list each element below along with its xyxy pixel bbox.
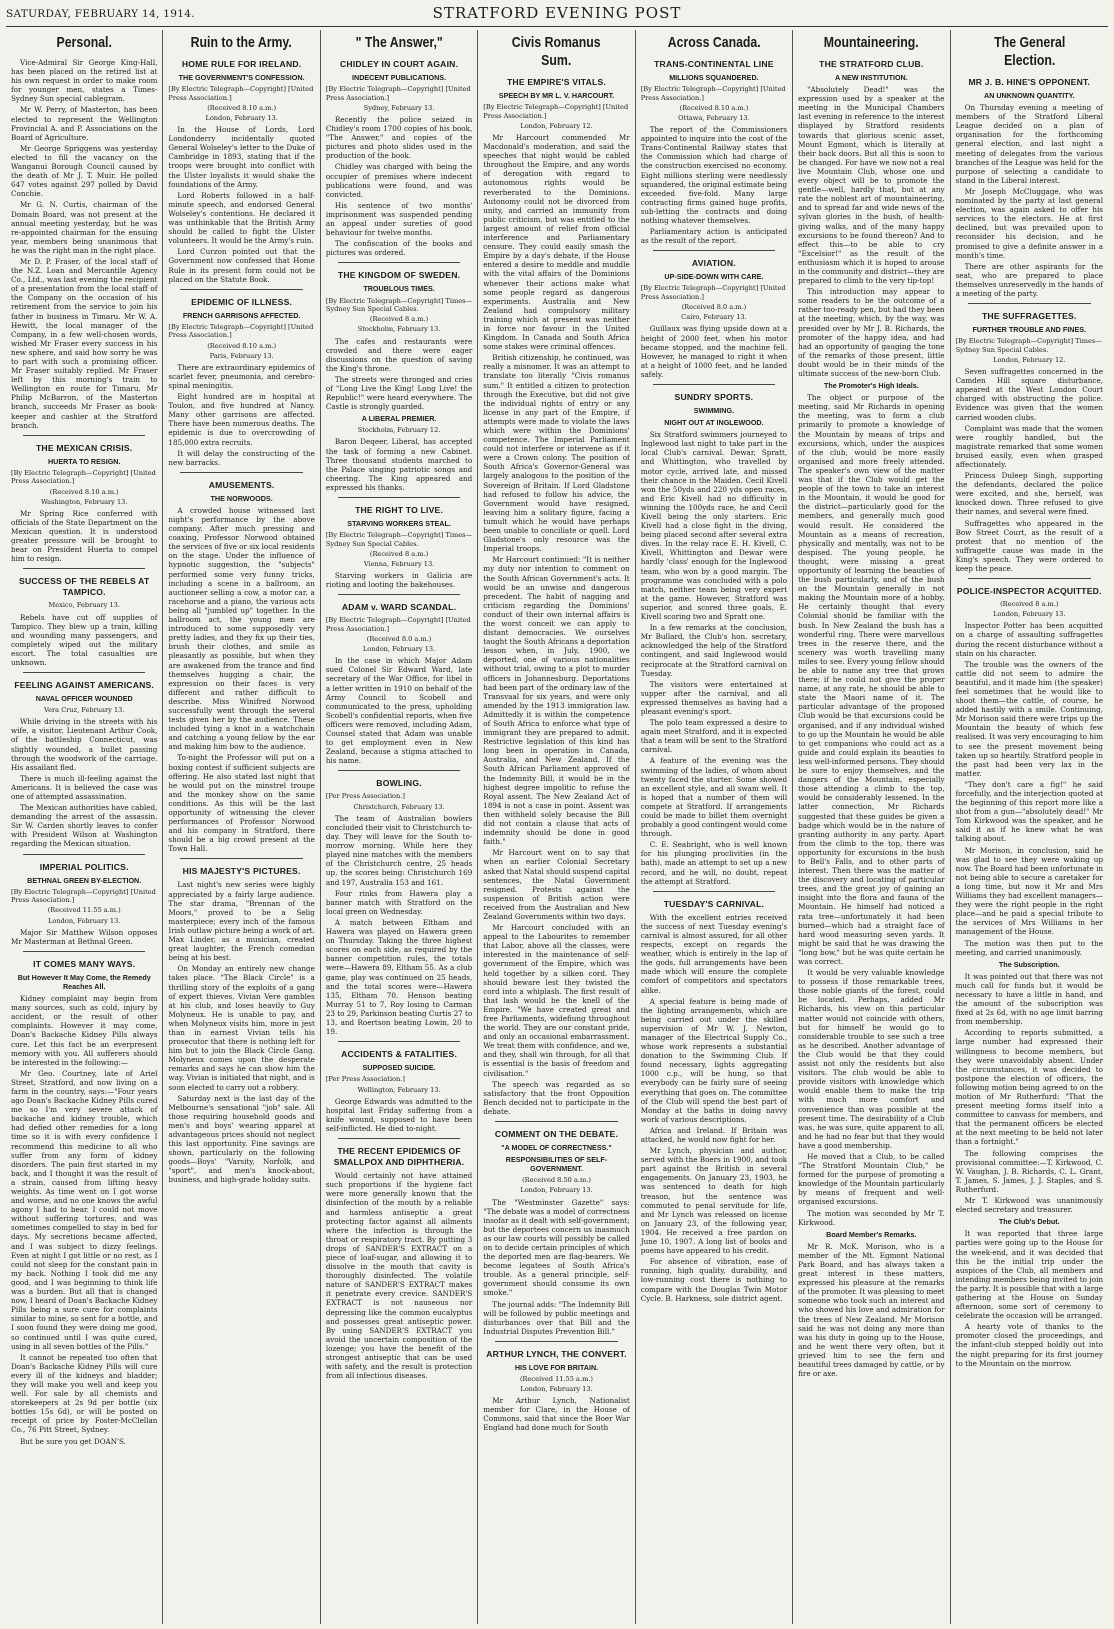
dateline: [By Electric Telegraph—Copyright] Times—Sydney Sun Special Cables. [325, 296, 473, 313]
paragraph: The journal adds: "The Indemnity Bill will be followed by public meetings and disturbances over that Bill and the Industrial Disputes Prevention Bill." [483, 1299, 630, 1336]
section-divider [180, 858, 302, 859]
paragraph: Mr Arthur Lynch, Nationalist member for Clare, in the House of Commons, said that since the Boer War England had done much for South [483, 1396, 630, 1433]
subheading: SWIMMING. [693, 405, 735, 415]
paragraph: According to reports submitted, a large number had expressed their willingness to become members, but they were unavoidably absent. Under the circumstances, it was decided to postpone the election of officers, the following motion being agreed to on the motion of Mr Rutherfurd: "That the present meeting forms itself into a committee to canvass for members, and that the permanent officers be elected at the next meeting to be held not later than a fortnight." [955, 1028, 1103, 1147]
received-time: (Received 8.10 a.m.) [49, 487, 119, 496]
section-heading: ADAM v. WARD SCANDAL. [341, 602, 457, 613]
subheading: TROUBLOUS TIMES. [363, 284, 435, 294]
subheading: INDECENT PUBLICATIONS. [352, 73, 447, 82]
paragraph: Kidney complaint may begin from many sources, such as cold, injury by accident, or the result of other complaints. However it may come, Doan's Backache Kidney Pills always cure. Let this fact be an everpresent memory with you. All sufferers should be interested in the following:— [11, 994, 158, 1067]
section-heading: POLICE-INSPECTOR ACQUITTED. [956, 586, 1102, 597]
dateline: [By Electric Telegraph—Copyright] [United Press Association.] [640, 284, 786, 301]
section-heading: BOWLING. [376, 778, 422, 789]
paragraph: Mr Harcourt went on to say that when an earlier Colonial Secretary asked that Natal should suspend capital sentences, the Natal Government resigned. Protests against the suspension of British action were received from the Australian and New Zealand Governments within two days. [483, 848, 630, 921]
received-time: (Received 8 a.m.) [369, 549, 429, 558]
section-divider [23, 568, 145, 569]
paragraph: This introduction may appear to some readers to be the outcome of a rather too-ready pen, but had they been at the meeting, which, by the way, was presided over by Mr J. B. Richards, the promoter of the happy idea, and had had an opportunity of gauging the tone of the remarks of those present, little doubt would be in their minds of the ultimate success of the new-born Club. [798, 287, 945, 378]
paragraph: Eight hundred are in hospital at Toulon, and five hundred at Nancy. Many other garrisons are affected. There have been numerous deaths. The epidemic is due to overcrowding of 185,000 extra recruits. [168, 392, 315, 447]
paragraph: Mr Morison, in conclusion, said he was glad to see they were waking up now. The Board had been unfortunate in not being able to secure a caretaker for a long time, but now it Mr and Mrs Williams they had excellent managers—they were the right people in the right place—and he paid a special tribute to the services of Mrs Williams in her management of the House. [955, 845, 1103, 937]
column-across-canada [636, 30, 793, 1624]
section-divider [338, 1041, 460, 1042]
section-heading: SUCCESS OF THE REBELS AT TAMPICO. [19, 576, 150, 598]
paragraph: The cafes and restaurants were crowded and there were eager discussions on the question of saving the King's throne. [325, 336, 473, 373]
section-divider [495, 1341, 617, 1342]
paragraph: The Mexican authorities have cabled, demanding the arrest of the assassin. Sir W. Carden shortly leaves to confer with President Wilson at Washington regarding the Mexican situation. [11, 803, 158, 849]
paragraph: The motion was then put to the meeting, and carried unanimously. [955, 938, 1103, 957]
section-heading: HOME RULE FOR IRELAND. [181, 59, 302, 69]
column-ruin-to-the-army [163, 30, 320, 1624]
paragraph: Mr D. P. Fraser, of the local staff of the N.Z. Loan and Mercantile Agency Co., Ltd., was last evening the recipient of a presentation from the local staff of the Company on the occasion of his retirement from the service to join his father in business in Timaru. Mr W. A. Hewitt, the local manager of the Company, in a few well-chosen words, wished Mr Fraser every success in his new sphere, and said how sorry he was to part with such a promising officer. Mr Fraser suitably replied. Mr Fraser left by this morning's train to Wellington en route for Timaru. Mr Philip McBarron, of the Masterton branch, succeeds Mr Fraser as book-keeper and cashier at the Stratford branch. [11, 256, 158, 430]
dateline: [By Electric Telegraph—Copyright] Times—Sydney Sun Special Cables. [325, 531, 473, 548]
place-date: Stockholm, February 13. [357, 325, 441, 334]
paragraph: Mr Geo. Courtney, late of Ariel Street, Stratford, and now living on a farm in the country, says:—"Four years ago Doan's Backache Kidney Pills cured me so I'm very severe attack of backache and kidney trouble, which had defied other remedies for a long time so it is with every confidence I recommend this medicine to all who suffer from any form of kidney disorders. The pain first started in my back, and I thought it was the result of a strain, caused from lifting heavy weights. As time went on I got worse and worse, and no one knows the awful agony I had to bear. I could not move without suffering tortures, and was sometimes compelled to stay in bed for days. My secretions became affected, and I was subject to dizzy feelings. Even at night I got little or no rest, as I could not sleep for the constant pain in my back. Nothing I took did me any good, and I was beginning to think life was a burden. But all that is changed now, I heard of Doan's Backache Kidney Pills being a sure cure for complaints similar to mine, so sent for a bottle, and I soon found they were doing me good, so continued until I was quite cured, using in all seven bottles of the Pills." [11, 1068, 158, 1351]
paragraph: There are extraordinary epidemics of scarlet fever, pneumonia, and cerebro-spinal meningitis. [168, 362, 315, 390]
section-heading: TRANS-CONTINENTAL LINE [654, 59, 774, 69]
issue-date: SATURDAY, FEBRUARY 14, 1914. [6, 8, 195, 20]
subheading: STARVING WORKERS STEAL. [347, 519, 451, 528]
column-title: The General Election. [993, 34, 1065, 69]
section-divider [968, 303, 1091, 304]
paragraph: Mr G. N. Curtis, chairman of the Domain Board, was not present at the annual meeting yesterday, but he was re-appointed chairman for the ensuing year, members being unanimous that he was the right man in the right place. [11, 200, 158, 255]
section-heading: COMMENT ON THE DEBATE. [494, 1129, 619, 1140]
section-heading: THE STRATFORD CLUB. [819, 59, 924, 69]
section-divider [653, 384, 775, 385]
newspaper-title: STRATFORD EVENING POST [432, 4, 682, 22]
dateline: [By Electric Telegraph—Copyright] Times—Sydney Sun Special Cables. [955, 337, 1102, 354]
paragraph: Six Stratford swimmers journeyed to Inglewood last night to take part in the local Club's carnival. Dewar, Spratt, and Whittington, who travelled by motor cycle, arrived late, and missed their chance in the Maiden. Cecil Kivell won the 50yds and 220 yds open races, and Eric Kivell had no difficulty in winning the 100yds race, he and Cecil Kivell being the only starters. Eric Kivell had a close fight in the diving, being placed second after several extra dives. In the relay race E. H. Kivell, C. Kivell, Whittington and Dewar were hardly 'class' enough for the Inglewood team, who won by a good margin. The programme was concluded with a polo match, neither team being very expert at the game. However, Stratford was superior, and scored three goals, E. Kivell scoring two and Spratt one. [640, 430, 788, 622]
received-time: (Received 8.10 a.m.) [207, 103, 277, 112]
section-heading: CHIDLEY IN COURT AGAIN. [339, 59, 459, 69]
section-heading: THE EMPIRE'S VITALS. [506, 77, 606, 87]
paragraph: For absence of vibration, ease of running, high quality, durability, and low-running cost there is nothing to compare with the Douglas Twin Motor Cycle. B. Harkness, sole district agent. [640, 1257, 788, 1303]
received-time: (Received 8 a.m.) [369, 315, 429, 324]
paragraph: A match between Eltham and Hawera was played on Hawera green on Thursday. Taking the three highest scores on each side, as required by the banner competition rules, the totals were—Hawera 89, Eltham 55. As a club game, play was continued on 25 heads, and the total scores were—Hawera 135, Eltham 70. Henson beating Murray 51 to 7, Roy losing to Carman 23 to 29, Parkinson beating Curtis 27 to 13, and Roertson beating Lowin, 20 to 19. [325, 917, 473, 1037]
paragraph: He moved that a Club, to be called "The Stratford Mountain Club," be formed for the purpose of promoting a knowledge of the Mountain particularly by means of frequent and well-organised excursions. [798, 1151, 945, 1207]
column-general-election [951, 30, 1108, 1624]
column-mountaineering [793, 30, 950, 1624]
subheading: Board Member's Remarks. [826, 1229, 917, 1239]
paragraph: In a few remarks at the conclusion, Mr Bullard, the Club's hon. secretary, acknowledged the help of the Stratford contingent, and said Inglewood would reciprocate at the Stratford carnival on Tuesday. [640, 623, 788, 678]
paragraph: C. E. Seabright, who is well known for his plunging proclivities (in the bath), made an attempt to set up a new record, and he will, no doubt, repeat the attempt at Stratford. [640, 840, 788, 886]
paragraph: Major Sir Matthew Wilson opposes Mr Masterman at Bethnal Green. [11, 927, 158, 946]
section-divider [23, 672, 145, 673]
received-time: (Received 8.10 a.m.) [207, 341, 277, 350]
section-heading: TUESDAY'S CARNIVAL. [663, 898, 765, 909]
paragraph: The team of Australian bowlers concluded their visit to Christchurch to-day. They will leave for the South to-morrow morning. While here they played nine matches with the members of the Christchurch centre, 25 heads up, the scores being: Christchurch 169 and 197, Australia 153 and 161. [325, 813, 473, 887]
paragraph: Four rinks from Hawera play a banner match with Stratford on the local green on Wednesday. [325, 888, 473, 916]
paragraph: The polo team expressed a desire to again meet Stratford, and it is expected that a team will be sent to the Stratford carnival. [640, 718, 788, 755]
paragraph: It was pointed out that there was not much call for funds but it would be necessary to have a little in hand, and the amount of the subscription was fixed at 2s 6d, with no age limit barring from membership. [955, 971, 1103, 1027]
dateline: [By Electric Telegraph—Copyright] [United Press Association.] [11, 887, 156, 905]
section-heading: THE RIGHT TO LIVE. [355, 505, 444, 515]
section-divider [338, 262, 460, 263]
paragraph: Mr Harcourt concluded with an appeal to the Labourites to remember that Labor, above all the classes, were interested in the maintenance of self-government of the Empire, which was held together by a silken cord. They should beware lest they twisted the cord into a whiplash. The first result of that lash would be the knell of the Empire. "We have created great and free Parliaments, widefiung throughout the world. They are our constant pride, and only an occasional embarrassment. We treat them with confidence, and we, and they, shall win through, for all that is essential is the basis of freedom and civilisation." [483, 923, 630, 1078]
paragraph: Recently the police seized in Chidley's room 1700 copies of his book, "The Answer," and copies of the pictures and photo slides used in the production of the book. [325, 115, 473, 161]
section-divider [338, 594, 460, 595]
paragraph: Mr W. Perry, of Masterton, has been elected to represent the Wellington Provincial A. and P. Associations on the Board of Agriculture. [11, 105, 158, 142]
paragraph: Suffragettes who appeared in the Bow Street Court, as the result of a protest that no mention of the suffragette cause was made in the King's speech. They were ordered to keep the peace. [955, 518, 1103, 574]
paragraph: A feature of the evening was the swimming of the ladies, of whom about twenty faced the starter. Some showed an excellent style, and all swam well. It is hoped that a number of them will compete at Stratford. If arrangements could be made to billet them overnight probably a good contingent would come through. [640, 756, 788, 839]
paragraph: Mr Joseph McCluggage, who was nominated by the party at last general election, was again asked to offer his services to the electors. He at first declined, but was prevailed upon to reconsider his decision, and he promised to give a definite answer in a month's time. [955, 186, 1103, 260]
paragraph: With the excellent entries received the success of next Tuesday evening's carnival is almost assured, for all other respects, except on regards the weather, which is entirely in the lap of the gods, full arrangements have been made which will ensure the complete comfort of competitors and spectators alike. [640, 912, 788, 995]
place-date: Sydney, February 13. [363, 103, 435, 112]
paragraph: "Absolutely Dead!" was the expression used by a speaker at the meeting in the Municipal Chambers last evening in reference to the interest displayed by Stratford residents towards that glorious scenic asset, Mount Egmont, which is literally at their back doors. But all this is soon to be changed. For have we now not a real live Mountain Club, whose one and every object will be to promote the gentle—well, hardly that, but at any rate the noblest art of mountaineering, and to spread far and wide news of the sylvan glories in the bush, of health-giving walks, and of the many happy excursions to be found thereon? And to effect this—to be able to cry "Excelsior!" as the result of the enthusiasm which it is hoped to arouse in the community and district—they are prepared to climb to the very tip-top! [798, 85, 945, 286]
place-date: Vera Cruz, February 13. [43, 706, 125, 715]
column-civis-romanus-sum [478, 30, 635, 1624]
received-time: (Received 8 a.m.) [1000, 600, 1059, 609]
paragraph: Would certainly not have attained such proportions if the hygiene fact were more generally known that the disinfection of the mouth by a reliable and harmless antiseptic a great protecting factor against all ailments where the infection is through the throat or respiratory tract. By putting 3 drops of SANDER'S EXTRACT on a piece of loaf-sugar, and allowing it to dissolve in the mouth that cavity is thoroughly disinfected. The volatile nature of SANDER'S EXTRACT makes it penetrate every crevice. SANDER'S EXTRACT is not nauseous nor depressing like the common eucalyptus and possesses great antiseptic power. By using SANDER'S EXTRACT you avoid the uncertain composition of the lozenge; you have the benefit of the strongest antiseptic that can be used with safety, and the result is protection from all infectious diseases. [325, 1171, 473, 1381]
paragraph: A hearty vote of thanks to the promoter closed the proceedings, and the infant-club stepped boldly out into the night preparing for its first journey to the Mountain on the morrow. [955, 1322, 1103, 1368]
subheading: THE GOVERNMENT'S CONFESSION. [178, 73, 305, 82]
place-date: Stockholm, February 12. [357, 426, 441, 435]
column-personal [6, 30, 163, 1624]
paragraph: It will delay the constructing of the new barracks. [168, 448, 315, 467]
received-time: (Received 8.0 a.m.) [681, 303, 747, 312]
paragraph: The speech was regarded as so satisfactory that the front Opposition Bench decided not to participate in the debate. [483, 1079, 630, 1116]
paragraph: Guillaux was flying upside down at a height of 2000 feet, when his motor became stopped, and the machine fell. However, he managed to right it when at a height of 1000 feet, and he landed safely. [640, 324, 788, 379]
subheading: But However It May Come, the Remedy Reaches All. [17, 972, 151, 991]
section-heading: SUNDRY SPORTS. [674, 391, 754, 402]
received-time: (Received 8.50 a.m.) [522, 1176, 591, 1185]
section-divider [23, 951, 145, 952]
dateline: [By Electric Telegraph—Copyright] [United Press Association.] [325, 616, 471, 633]
received-time: (Received 8.0 a.m.) [366, 635, 432, 644]
subheading: MILLIONS SQUANDERED. [669, 73, 759, 82]
paragraph: In the House of Lords, Lord Londonderry incidentally quoted General Wolseley's letter to the Duke of Cambridge in 1893, stating that if the troops were brought into conflict with the Ulster loyalists it would shake the foundations of the Army. [168, 125, 315, 189]
paragraph: It cannot be repeated too often that Doan's Backache Kidney Pills will cure every ill of the kidneys and bladder; they will make you well and keep you well. For sale by all chemists and storekeepers at 2s 9d per bottle (six bottles 15s 6d), or will be posted on receipt of price by Foster-McClellan Co., 76 Pitt Street, Sydney. [11, 1352, 158, 1435]
place-date: Christchurch, February 13. [353, 802, 445, 811]
paragraph: The confiscation of the books and pictures was ordered. [325, 239, 473, 258]
subheading: SUPPOSED SUICIDE. [362, 1063, 436, 1073]
subheading: HUERTA TO RESIGN. [47, 456, 121, 466]
section-heading: HIS MAJESTY'S PICTURES. [182, 866, 301, 877]
subheading: NIGHT OUT AT INGLEWOOD. [664, 418, 764, 428]
section-divider [23, 854, 145, 855]
paragraph: Africa and Ireland. If Britain was attacked, he would now fight for her. [640, 1125, 788, 1144]
subheading: NAVAL OFFICER WOUNDED [35, 694, 133, 704]
subheading: The Club's Debut. [998, 1217, 1060, 1227]
section-divider [23, 435, 145, 436]
paragraph: "They don't care a fig!" he said forcefully, and the interjection quoted at the beginning of this report more like a shot from a gun—"absolutely dead!" Mr Tom Kirkwood was the speaker, and he said it as if he knew what he was talking about. [955, 779, 1103, 844]
paragraph: Complaint was made that the women were roughly handled, but the magistrate remarked that some women bruised easily, even when grasped affectionately. [955, 423, 1103, 469]
column-title: " The Answer," [355, 34, 443, 51]
received-time: (Received 11.55 a.m.) [519, 1375, 593, 1383]
paragraph: The motion was seconded by Mr T. Kirkwood. [798, 1208, 945, 1227]
masthead [6, 4, 1108, 27]
paragraph: The visitors were entertained at supper after the carnival, and all expressed themselves as having had a pleasant evening's sport. [640, 679, 788, 716]
paragraph: A crowded house witnessed last night's performance by the above company. After much pressing and coaxing, Professor Norwood obtained the services of five or six local residents on the stage. Under the influence of hypnotic suggestion, the "subjects" performed some very funny tricks, including a scene in a ballroom, an auctioneer selling a cow, a motor car, a racehorse and a piano, the various acts being all "jumbled up" together. In the ballroom act, the young men are introduced to some supposedly very pretty ladies, and they fix up their ties, brush their clothes, and smile as pleasantly as possible, but when they are awakened from the trance and find themselves hugging a chair, the expression on their faces is very different and rather difficult to describe. Miss Winifred Norwood successfully went through the several tests given her by the audience. These included tying a knot in a watchchain and catching a young fellow by the ear and making him bow to the audience. [168, 505, 315, 752]
paragraph: Vice-Admiral Sir George King-Hall, has been placed on the retired list at his own request in order to make room for younger men, states a Times-Sydney Sun special cablegram. [11, 58, 158, 104]
paragraph: It was reported that three large parties were going up to the House for the week-end, and it was decided that this be the initial trip under the auspices of the Club, all members and intending members being invited to join the party. It is possible that with a large gathering at the House on Sunday afternoon, some sort of ceremony to celebrate the occasion will be arranged. [955, 1229, 1103, 1321]
place-date: London, February 13. [362, 645, 436, 654]
paragraph: The streets were thronged and cries of "Long Live the King! Long Live! the Republic!" were heard everywhere. The Castle is strongly guarded. [325, 374, 473, 412]
section-heading: AVIATION. [691, 258, 736, 269]
subheading: HIS LOVE FOR BRITAIN. [514, 1362, 599, 1372]
place-date: Paris, February 13. [209, 351, 274, 360]
place-date: London, February 13. [520, 1186, 593, 1195]
subheading: The Promoter's High Ideals. [823, 381, 919, 391]
paragraph: In the case in which Major Adam sued Colonel Sir Edward Ward, late secretary of the War Office, for libel in a letter written in 1910 on behalf of the Army Council to Scobell and communicated to the press, upholding Scobell's confidential reports, when five officers were removed, including Adam, Counsel stated that Adam was unable to get employment even in New Zealand, because a stigma attached to his name. [325, 656, 473, 766]
dateline: [By Electric Telegraph—Copyright] [United Press Association.] [168, 322, 314, 340]
paragraph: Lord Roberts followed in a half-minute speech, and endorsed General Wolseley's contentions. He declared it was unthinkable that the British Army should be called to fight the Ulster volunteers. It would be the Army's ruin. [168, 190, 315, 246]
place-date: London, February 12. [993, 355, 1066, 364]
subheading: THE NORWOODS. [210, 493, 273, 503]
paragraph: The object or purpose of the meeting, said Mr Richards in opening the meeting, was to form a club primarily to promote a knowledge of the Mountain by means of trips and excursions, which, under the auspices of the club, would be more easily organised and more freely attended. The speaker's own view of the matter was that if the Club would get the people of the town to take an interest in the Mountain, it would be good for the district—particularly good for the members, and generally much good would result. He considered the Mountain as a means of recreation, physically and mentally, was not to be despised. The young people, he thought, were missing a great opportunity of learning the beauties of the bush particularly, and of the bush on the Mountain generally in not making the Mountain more of a hobby. He certainly thought that every Colonial should be familiar with the bush. In New Zealand the bush has a wonderful ring. There were marvellous trees in the reserve there, and the scenery was worth travelling many miles to see. Every young fellow should be able to name any tree that grows there; if he could not give the proper name, at any rate, he should be able to state the Maori name of it. The particular advantage of the proposed Club would be that excursions could be organised, and if any individual wished to go up the Mountain he would be able to get companions who could act as a guide and could explain its beauties to less well-informed persons. They should be sure to enjoy themselves, and the dangers of the Mountain, especially those attending a climb to the top, would be considerably lessened. In the latter connection, Mr Richards suggested that these guides be given a badge which would be in the nature of granting authority in any party. Apart from the climb to the top, there was opportunity for excursions in the bush to Bell's Falls, and to other parts of interest. Then there was the matter of the discovery and locating of particular trees, and the great joy of gaining an insight into the flora and fauna of the Mountain. He himself had noticed a rata tree—unfortunately it had been burned—which had a straight face of hard wood measuring seven yards. It might be said that he was drawing the "long bow," but he was quite certain he was correct. [798, 393, 945, 966]
place-date: London, February 13. [520, 1385, 593, 1394]
section-heading: MR J. B. HINE'S OPPONENT. [968, 77, 1091, 87]
column-title: Mountaineering. [823, 34, 919, 51]
column-title: Civis Romanus Sum. [512, 34, 601, 69]
place-date: London, February 13. [48, 916, 121, 925]
section-divider [338, 497, 460, 498]
dateline: [By Electric Telegraph—Copyright] [United Press Association.] [11, 468, 156, 486]
received-time: (Received 11.55 a.m.) [47, 906, 121, 915]
dateline: [By Electric Telegraph—Copyright] [United Press Association.] [640, 85, 786, 102]
place-date: London, February 13. [205, 114, 278, 122]
place-date: London, February 12. [520, 121, 593, 130]
section-heading: ACCIDENTS & FATALITIES. [341, 1049, 458, 1060]
subheading: RESPONSIBILITIES OF SELF-GOVERNMENT. [505, 1155, 608, 1174]
paragraph: To-night the Professor will put on a boxing contest if sufficient subjects are offering. He also stated last night that he would put on the minstrel troupe and the monkey show on the same conditions. As this will be the last opportunity of witnessing the clever performances of Professor Norwood and his company in Stratford, there should be a big crowd present at the Town Hall. [168, 753, 315, 854]
column-title: Personal. [56, 34, 112, 51]
paragraph: The trouble was the owners of the cattle did not seem to admire the beautiful, and it made him (the speaker) feel sometimes that he would like to shoot them—the cattle, of course, he added hastily with a smile. Continuing, Mr Morison said there were trips up the Mountain the beauty of which few realised. It was very encouraging to him to see the present movement being taken up so heartily. Stratford people in the past had been very lax in the matter. [955, 659, 1104, 778]
paragraph: British citizenship, he continued, was really a misnomer. It was an attempt to translate too literally "Civis romanus sum." It entitled a citizen to protection through the Executive, but did not give the individual rights of entry or any license in any part of the Empire, if attempts were made to violate the laws which were within the Dominions' competence. The Imperial Parliament could not interfere or intervene as if it were a Crown colony. The position of South Africa's Governor-General was largely analogous to the position of the Sovereign of Britain. If Lord Gladstone had refused to follow his advice, the Government would have resigned, leaving him a solitary figure, facing a tumult which he would have perhaps been unable to conciliate or quell. Lord Gladstone's only resource was the Imperial troops. [483, 353, 630, 554]
paragraph: The following comprises the provisional committee:—T. Kirkwood, C. W. Vaughan, J. B. Richards, C. L. Grant, T. James, S. James, J. J. Staples, and S. Rutherfurd. [955, 1148, 1103, 1194]
subheading: UP-SIDE-DOWN WITH CARE. [664, 272, 764, 282]
paragraph: Mr Lynch, physician and author, served with the Boers in 1900, and took part against the British in several engagements. On January 23, 1903, he was sentenced to death for high treason, but the sentence was commuted to penal servitude for life, and Mr Lynch was released on license on January 23, of the following year, 1904. He received a free pardon on June 10, 1907. A long list of books and poems have appeared to his credit. [640, 1146, 788, 1256]
section-divider [653, 891, 775, 892]
paragraph: But be sure you get DOAN'S. [20, 1436, 126, 1446]
section-heading: FEELING AGAINST AMERICANS. [14, 680, 155, 691]
paragraph: On Thursday evening a meeting of members of the Stratford Liberal League decided on a plan of organisation for the forthcoming general election, and last night a meeting of delegates from the various branches of the League was held for the purpose of selecting a candidate to stand in the Liberal interest. [955, 103, 1103, 185]
subheading: "A MODEL OF CORRECTNESS." [501, 1143, 612, 1153]
paragraph: Chidley was charged with being the occupier of premises where indecent publications were found, and was convicted. [325, 162, 473, 199]
paragraph: Last night's new series were highly appreciated by a fairly large audience. The star drama, "Brennan of the Moors," proved to be a Selig masterpiece; every inch of the famous Irish outlaw picture being a work of art. Max Linder, as a musician, created great laughter, the French comedian being at his best. [168, 880, 315, 963]
paragraph: His sentence of two months' imprisonment was suspended pending an appeal under sureties of good behaviour for twelve months. [325, 200, 473, 238]
place-date: Ottawa, February 13. [678, 114, 750, 122]
paragraph: Mr T. Kirkwood was unanimously elected secretary and treasurer. [955, 1196, 1103, 1215]
paragraph: It would be very valuable knowledge to possess if those remarkable trees, those noble giants of the forest, could be located. Perhaps, added Mr Richards, his view on this particular matter would not coincide with others, but for himself he would go to considerable trouble to see such a tree as he described. Another advantage of the Club would be that they could assist not only the residents but also visitors. The club would be able to provide visitors with knowledge which would enable them to make the trip with much more comfort and convenience than was possible at the present time. The desirability of a Club was, he was sure, quite apparent to all, and he had no fear but that they would have a good membership. [798, 968, 945, 1150]
paragraph: Lord Curzon pointed out that the Government now confessed that Home Rule in its present form could not be placed on the Statute Book. [168, 247, 315, 284]
paragraph: The "Westminster Gazette" says: "The debate was a model of correctness insofar as it dealt with self-government; but the deportees concern us inasmuch as our law courts will possibly be called on to decide certain principles of which the deported men are flag-bearers. We become legatees of South Africa's trouble. As a general principle, self-government should consume its own smoke." [483, 1197, 630, 1298]
section-divider [653, 250, 775, 251]
subheading: AN UNKNOWN QUANTITY. [983, 91, 1075, 100]
place-date: Cairo, February 13. [681, 313, 747, 322]
dateline: [Per Press Association.] [325, 1075, 405, 1084]
column-title: Ruin to the Army. [191, 34, 293, 51]
section-divider [180, 472, 302, 473]
section-divider [338, 1138, 460, 1139]
paragraph: Saturday next is the last day of the Melbourne's sensational "job" sale. All those requiring household goods and men's and boys' wearing apparel at advantageous prices should not neglect this last opportunity. Fine savings are shown, particularly on the following goods—Boys' "Varsity, Norfolk, and "sport", and men's knock-about, business, and high-grade holiday suits. [168, 1093, 315, 1185]
subheading: FURTHER TROUBLE AND FINES. [972, 325, 1087, 335]
section-heading: THE RECENT EPIDEMICS OF SMALLPOX AND DIPHTHERIA. [333, 1146, 465, 1168]
column-title: Across Canada. [667, 34, 761, 51]
paragraph: Baron Deqeer, Liberal, has accepted the task of forming a new Cabinet. Three thousand students marched to the Palace singing patriotic songs and cheering. The King appeared and expressed his thanks. [325, 437, 473, 492]
section-divider [495, 1121, 617, 1122]
paragraph: There are other aspirants for the seat, who are prepared to place themselves unreservedly in the hands of a meeting of the party. [955, 261, 1103, 298]
dateline: [Per Press Association.] [325, 792, 405, 801]
place-date: Wellington, February 13. [357, 1085, 441, 1094]
received-time: (Received 8.10 a.m.) [679, 103, 749, 112]
paragraph: Mr George Spriggens was yesterday elected to fill the vacancy on the Wanganui Borough Council caused by the death of Mr J. T. Muir. He polled 647 votes against 297 polled by David Conchie. [11, 143, 158, 199]
section-heading: THE KINGDOM OF SWEDEN. [337, 270, 461, 281]
subheading: FRENCH GARRISONS AFFECTED. [182, 310, 301, 320]
dateline: [By Electric Telegraph—Copyright] [United Press Association.] [483, 103, 629, 120]
section-heading: ARTHUR LYNCH, THE CONVERT. [486, 1348, 627, 1359]
section-heading: IMPERIAL POLITICS. [39, 861, 129, 872]
section-heading: THE MEXICAN CRISIS. [35, 442, 133, 453]
column-the-answer [321, 30, 478, 1624]
paragraph: Starving workers in Galicia are rioting and looting the bakehouses. [325, 571, 473, 590]
subheading: BETHNAL GREEN BY-ELECTION. [27, 875, 142, 885]
paragraph: Mr Spring Rice conferred with officials of the State Department on the Mexican question. It is understood greater pressure will be brought to bear on President Huerta to compel him to resign. [11, 508, 158, 564]
paragraph: Mr Harcourt commended Mr Macdonald's moderation, and said the speeches that night would be cabled throughout the Empire, and any words of derogation with regard to autonomous rights would be reverberated to the Dominions. Autonomy could not be divorced from unity, and carried an immunity from public criticism, but was entitled to the largest amount of relief from official interference and Parliamentary censure. They could easily smash the Empire by a day's debate, if the House entered a desire to meddle and muddle with the vital affairs of the Dominions whenever their actions make what some people regard as dangerous experiments. Australia and New Zealand had compulsory military training which at present was neither in force nor favour in the United Kingdom. In Canada and South Africa some stakes were criminal offences. [483, 133, 630, 352]
article-columns [6, 30, 1108, 1624]
place-date: Mexico, February 13. [48, 601, 120, 610]
dateline: [By Electric Telegraph—Copyright] [United Press Association.] [168, 85, 314, 102]
paragraph: Seven suffragettes concerned in the Camden Hill square disturbance, appeared at the West London Court charged with obstructing the police. Evidence was given that the women carried wooden clubs. [955, 367, 1103, 422]
paragraph: There is much ill-feeling against the Americans. It is believed the case was one of attempted assassination. [11, 773, 158, 801]
place-date: London, February 13. [993, 610, 1066, 619]
dateline: [By Electric Telegraph—Copyright] [United Press Association.] [325, 85, 471, 102]
subheading: SPEECH BY MR L. V. HARCOURT. [498, 91, 615, 100]
paragraph: While driving in the streets with his wife, a visitor, Lieutenant Arthur Cook, of the battleship Connecticut, was slightly wounded, a bullet passing through the woodwork of the carriage. His assailant fled. [11, 717, 158, 772]
paragraph: The report of the Commissioners appointed to inquire into the cost of the Trans-Continental Railway states that the Commission which had charge of the construction exercised no economy. Eight millions sterling were needlessly squandered, the original estimate being exceeded five-fold. Many large contracting firms gained huge profits, sub-letting the contracts and doing nothing whatever themselves. [640, 125, 788, 226]
section-divider [180, 289, 302, 290]
section-divider [338, 770, 460, 771]
paragraph: Princess Duleep Singh, supporting the defendants, declared the police were excited, and she, herself, was knocked down. Three refused to give their names, and several were fined. [955, 471, 1103, 517]
place-date: Washington, February 13. [40, 497, 128, 506]
section-heading: EPIDEMIC OF ILLNESS. [191, 296, 293, 307]
paragraph: Parliamentary action is anticipated as the result of the report. [640, 227, 788, 246]
paragraph: Mr Harcourt continued: "It is neither my duty nor intention to comment on the South African Government's acts. It would be an unwise and dangerous precedent. The habit of nagging and criticism regarding the Dominions' conduct of their own internal affairs is the worst conceit we can apply to distant democracies. We ourselves taught the South Africans a deportation lesson when, in July, 1900, we deported, one of various nationalities without trial, owing to a plot to murder officers in Johannesburg. Deportations had been part of the ordinary law of the Transvaal for six years, and were only amended by the 1913 immigration law. Admittedly it is within the competence of South Africa to enforce what type of immigrant they are prepared to admit. Restrictive legislation of this kind has long been in operation in Canada, Australia, and New Zealand. If the South African Parliament approved of the Indemnity Bill, it would be in the highest degree impolitic to refuse the Royal assent. The New Zealand Act of 1894 is not a case in point. Assent was then withheld solely because the Bill did not contain a clause that acts of indemnity should be done in good faith." [483, 555, 630, 847]
paragraph: On Monday an entirely new change takes place. "The Black Circle" is a thrilling story of the exploits of a gang of expert thieves. Vivian Vere gambles at his club, and loses heavily to Guy Molyneux. He is unable to pay, and when Molyneux visits him, more in jest than in earnest Vivian tells his prosecutor that there is nothing left for him but to join the Black Circle Gang. Molyneux comes upon the desperate remarks and says he can show him the way. Vivian is initiated that night, and is soon elected to carry out a robbery. [168, 964, 315, 1092]
section-heading: THE SUFFRAGETTES. [981, 311, 1077, 322]
paragraph: Rebels have cut off supplies of Tampico. They blew up a train, killing and wounding many passengers, and completely wiped out the military escort. The total casualties are unknown. [11, 612, 158, 667]
place-date: Vienna, February 13. [363, 560, 435, 568]
subheading: The Subscription. [998, 959, 1060, 969]
section-divider [968, 578, 1091, 579]
paragraph: Inspector Potter has been acquitted on a charge of assaulting suffragettes during the recent disturbance without a stain on his character. [955, 621, 1103, 658]
subheading: A NEW INSTITUTION. [834, 73, 908, 82]
paragraph: A special feature is being made of the lighting arrangements, which are being carried out under the skilled supervision of Mr W. J. Newton, manager of the Electrical Supply Co., whose work represents a substantial donation to the Swimming Club. If found necessary, lights aggregating 1000 c.p., will be hung, so that everybody can be fairly sure of seeing everything that goes on. The committee of the Club will spend the best part of Monday at the baths in doing navvy work of various descriptions. [640, 996, 788, 1124]
subheading: A LIBERAL PREMIER. [361, 414, 437, 424]
section-heading: AMUSEMENTS. [208, 479, 275, 490]
paragraph: George Edwards was admitted to the hospital last Friday suffering from a knife wound, supposed to have been self-inflicted. He died to-night. [325, 1096, 473, 1134]
paragraph: Mr R. McK. Morison, who is a member of the Mt. Egmont National Park Board, and has always taken a great interest in these matters, expressed his pleasure at the remarks of the promoter. It was pleasing to meet someone who took such an interest and who showed his love and admiration for the trees of New Zealand. Mr Morison said he was not doing any more than was his duty in going up to the House, and he went there very often, but it grieved him to see the fern and beautiful trees damaged by cattle, or by fire or axe. [798, 1241, 945, 1379]
section-heading: IT COMES MANY WAYS. [33, 958, 136, 969]
